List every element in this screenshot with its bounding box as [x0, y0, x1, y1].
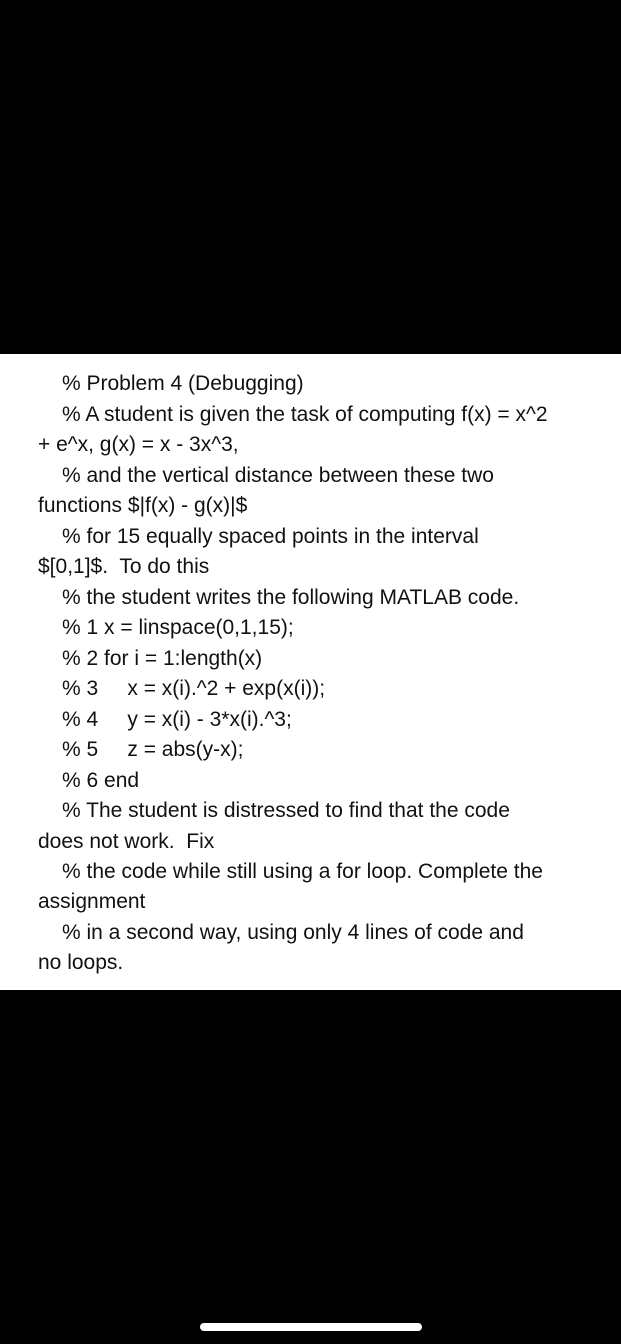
doc-line-6: % for 15 equally spaced points in the interval	[62, 525, 479, 548]
doc-line-11: % 3 x = x(i).^2 + exp(x(i));	[62, 677, 326, 700]
top-letterbox	[0, 0, 621, 354]
doc-line-3: + e^x, g(x) = x - 3x^3,	[38, 433, 239, 456]
doc-line-12: % 4 y = x(i) - 3*x(i).^3;	[62, 708, 292, 731]
doc-line-7: $[0,1]$. To do this	[38, 555, 210, 578]
doc-line-4: % and the vertical distance between these two	[62, 464, 494, 487]
doc-line-16: does not work. Fix	[38, 830, 215, 853]
doc-line-18: assignment	[38, 890, 146, 913]
doc-line-20: no loops.	[38, 951, 124, 974]
doc-line-2: % A student is given the task of computing f(x) = x^2	[62, 403, 548, 426]
bottom-letterbox	[0, 990, 621, 1344]
document-panel	[0, 354, 621, 990]
doc-line-13: % 5 z = abs(y-x);	[62, 738, 244, 761]
doc-line-9: % 1 x = linspace(0,1,15);	[62, 616, 294, 639]
doc-line-14: % 6 end	[62, 769, 140, 792]
doc-line-5: functions $|f(x) - g(x)|$	[38, 494, 248, 517]
home-indicator[interactable]	[200, 1323, 422, 1331]
doc-line-1: % Problem 4 (Debugging)	[62, 372, 304, 395]
doc-line-19: % in a second way, using only 4 lines of code and	[62, 921, 524, 944]
doc-line-17: % the code while still using a for loop. Complete the	[62, 860, 543, 883]
doc-line-10: % 2 for i = 1:length(x)	[62, 647, 263, 670]
doc-line-15: % The student is distressed to find that the code	[62, 799, 510, 822]
doc-line-8: % the student writes the following MATLAB code.	[62, 586, 520, 609]
